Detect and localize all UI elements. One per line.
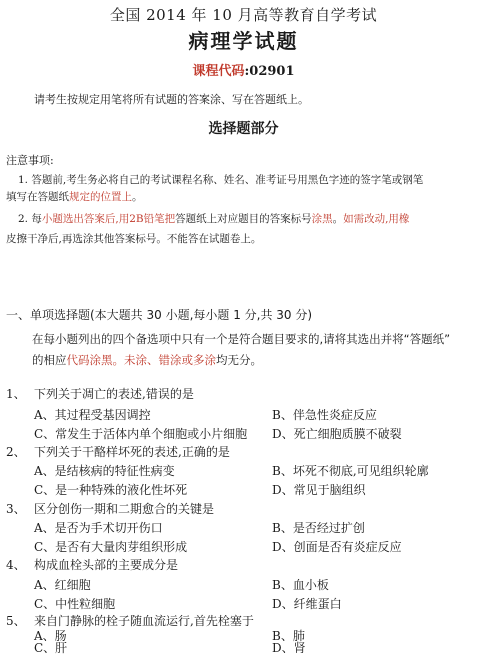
- option-a: A、是结核病的特征性病变: [34, 464, 175, 478]
- option-d: D、肾: [272, 641, 306, 655]
- option-b: B、血小板: [272, 578, 329, 592]
- subject-title: 病理学试题: [188, 29, 299, 53]
- option-a: A、其过程受基因调控: [34, 408, 151, 422]
- desc-highlight: 代码涂黑。未涂、错涂或多涂: [66, 353, 216, 367]
- option-b: B、坏死不彻底,可见组织轮廓: [272, 464, 429, 478]
- general-instruction: 请考生按规定用笔将所有试题的答案涂、写在答题纸上。: [34, 93, 309, 106]
- question-text: 下列关于干酪样坏死的表述,正确的是: [34, 445, 230, 459]
- option-d: D、常见于脑组织: [272, 483, 366, 497]
- exam-title: 全国 2014 年 10 月高等教育自学考试: [109, 6, 378, 24]
- question-text: 区分创伤一期和二期愈合的关键是: [34, 502, 215, 516]
- question-stem: [6, 443, 230, 460]
- option-c: C、是一种特殊的液化性坏死: [34, 483, 188, 497]
- note-text: 2. 每: [18, 213, 42, 225]
- note-text: 。: [332, 213, 344, 225]
- question-number: 5、: [6, 614, 26, 628]
- note-text: 答题纸上对应题目的答案标号: [175, 213, 312, 225]
- option-d: D、纤维蛋白: [272, 597, 342, 611]
- note-text: 。: [132, 191, 143, 203]
- course-code: [0, 60, 487, 79]
- option-a: A、肠: [34, 629, 67, 643]
- course-code-label: 课程代码: [192, 64, 245, 79]
- option-b: B、是否经过扩创: [272, 521, 365, 535]
- notes-heading: 注意事项:: [6, 154, 54, 167]
- option-a: A、是否为手术切开伤口: [34, 521, 163, 535]
- question-number: 4、: [6, 558, 26, 572]
- option-d: D、死亡细胞质膜不破裂: [272, 427, 402, 441]
- note-highlight: 如需改动,用橡: [343, 213, 410, 225]
- course-code-value: :02901: [244, 64, 295, 79]
- note-text: 填写在答题纸: [6, 191, 69, 203]
- note-1-line-2: [6, 189, 143, 204]
- question-text: 下列关于凋亡的表述,错误的是: [34, 387, 194, 401]
- option-b: B、伴急性炎症反应: [272, 408, 377, 422]
- question-number: 1、: [6, 387, 26, 401]
- desc-text: 的相应: [32, 353, 67, 367]
- question-stem: [6, 385, 194, 402]
- option-c: C、是否有大量肉芽组织形成: [34, 540, 188, 554]
- part-description-line-1: 在每小题列出的四个备选项中只有一个是符合题目要求的,请将其选出并将“答题纸”: [32, 332, 451, 346]
- question-stem: [6, 556, 178, 573]
- question-number: 3、: [6, 502, 26, 516]
- question-text: 构成血栓头部的主要成分是: [34, 558, 179, 572]
- option-c: C、中性粒细胞: [34, 597, 116, 611]
- note-highlight: 规定的位置上: [69, 191, 132, 203]
- option-c: C、肝: [34, 641, 68, 655]
- part-heading: 一、单项选择题(本大题共 30 小题,每小题 1 分,共 30 分): [6, 308, 313, 322]
- question-stem: [6, 500, 214, 517]
- note-highlight: 小题选出答案后,用2B铅笔把: [41, 213, 176, 225]
- note-2-line-1: [18, 211, 409, 226]
- question-number: 2、: [6, 445, 26, 459]
- question-text: 来自门静脉的栓子随血流运行,首先栓塞于: [34, 614, 254, 628]
- option-c: C、常发生于活体内单个细胞或小片细胞: [34, 427, 248, 441]
- note-2-line-2: 皮擦干净后,再选涂其他答案标号。不能答在试题卷上。: [6, 233, 262, 245]
- desc-text: 均无分。: [216, 353, 262, 367]
- option-b: B、肺: [272, 629, 305, 643]
- option-d: D、创面是否有炎症反应: [272, 540, 402, 554]
- part-description-line-2: [32, 352, 262, 368]
- note-1-line-1: 1. 答题前,考生务必将自己的考试课程名称、姓名、准考证号用黑色字迹的签字笔或钢笔: [18, 174, 424, 186]
- note-highlight: 涂黑: [311, 213, 333, 225]
- section-title: 选择题部分: [208, 121, 279, 137]
- option-a: A、红细胞: [34, 578, 91, 592]
